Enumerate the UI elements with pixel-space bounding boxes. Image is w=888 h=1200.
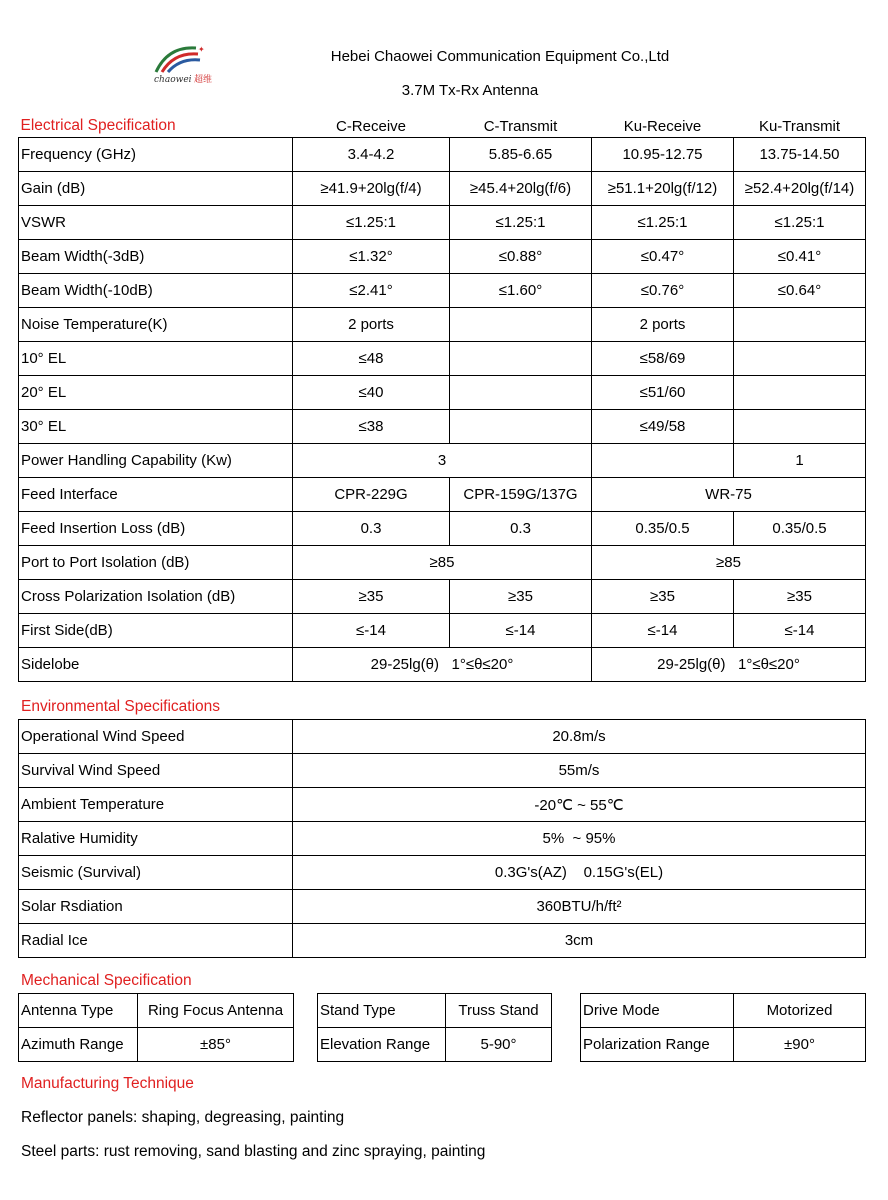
- row-label: Solar Rsdiation: [19, 890, 293, 924]
- cell: ≥41.9+20lg(f/4): [293, 172, 450, 206]
- col-ku-transmit: Ku-Transmit: [734, 115, 866, 138]
- row-label: Power Handling Capability (Kw): [19, 444, 293, 478]
- electrical-header-row: [19, 115, 866, 138]
- cell: CPR-229G: [293, 478, 450, 512]
- row-30-el: [19, 410, 866, 444]
- cell: ≤0.64°: [734, 274, 866, 308]
- cell: [734, 342, 866, 376]
- env-row: [19, 720, 866, 754]
- row-noise-temperature: [19, 308, 866, 342]
- cell: ≥51.1+20lg(f/12): [592, 172, 734, 206]
- cell: 2 ports: [293, 308, 450, 342]
- cell: ≤1.32°: [293, 240, 450, 274]
- row-vswr: [19, 206, 866, 240]
- row-label: Cross Polarization Isolation (dB): [19, 580, 293, 614]
- row-label: Beam Width(-10dB): [19, 274, 293, 308]
- env-row: [19, 754, 866, 788]
- row-label: Gain (dB): [19, 172, 293, 206]
- row-label: Radial Ice: [19, 924, 293, 958]
- cell: [450, 376, 592, 410]
- cell: [734, 410, 866, 444]
- cell: 360BTU/h/ft²: [293, 890, 866, 924]
- row-label: Drive Mode: [581, 994, 734, 1028]
- svg-text:超维: 超维: [194, 75, 213, 84]
- cell: 5% ~ 95%: [293, 822, 866, 856]
- row-cross-polarization: [19, 580, 866, 614]
- mechanical-table-drive: [580, 993, 866, 1062]
- cell: 29-25lg(θ) 1°≤θ≤20°: [592, 648, 866, 682]
- cell: ≥85: [293, 546, 592, 580]
- row-label: Antenna Type: [19, 994, 138, 1028]
- row-label: Ambient Temperature: [19, 788, 293, 822]
- cell: ≥35: [293, 580, 450, 614]
- mech-row: [19, 1028, 294, 1062]
- cell: [592, 444, 734, 478]
- cell: ≤2.41°: [293, 274, 450, 308]
- cell: 29-25lg(θ) 1°≤θ≤20°: [293, 648, 592, 682]
- row-gain: [19, 172, 866, 206]
- cell: 3.4-4.2: [293, 138, 450, 172]
- row-first-side: [19, 614, 866, 648]
- cell: ≤38: [293, 410, 450, 444]
- mechanical-table-antenna: [18, 993, 294, 1062]
- row-label: Port to Port Isolation (dB): [19, 546, 293, 580]
- col-ku-receive: Ku-Receive: [592, 115, 734, 138]
- cell: ±90°: [734, 1028, 866, 1062]
- cell: ≤0.41°: [734, 240, 866, 274]
- cell: CPR-159G/137G: [450, 478, 592, 512]
- row-label: Feed Insertion Loss (dB): [19, 512, 293, 546]
- cell: 10.95-12.75: [592, 138, 734, 172]
- environmental-table: [18, 719, 866, 958]
- row-beamwidth-10db: [19, 274, 866, 308]
- row-feed-interface: [19, 478, 866, 512]
- row-20-el: [19, 376, 866, 410]
- row-label: 30° EL: [19, 410, 293, 444]
- env-row: [19, 822, 866, 856]
- cell: ≤0.76°: [592, 274, 734, 308]
- mech-row: [19, 994, 294, 1028]
- row-label: Feed Interface: [19, 478, 293, 512]
- cell: 55m/s: [293, 754, 866, 788]
- cell: 0.3: [450, 512, 592, 546]
- row-label: Noise Temperature(K): [19, 308, 293, 342]
- row-label: Azimuth Range: [19, 1028, 138, 1062]
- row-label: Stand Type: [318, 994, 446, 1028]
- mech-row: [581, 994, 866, 1028]
- row-label: Sidelobe: [19, 648, 293, 682]
- cell: ≤1.25:1: [734, 206, 866, 240]
- cell: 2 ports: [592, 308, 734, 342]
- cell: 1: [734, 444, 866, 478]
- cell: ≥35: [592, 580, 734, 614]
- manufacturing-line-steel: Steel parts: rust removing, sand blasting and zinc spraying, painting: [21, 1143, 486, 1160]
- company-name: Hebei Chaowei Communication Equipment Co.,Ltd: [330, 48, 670, 65]
- cell: 0.3G's(AZ) 0.15G's(EL): [293, 856, 866, 890]
- cell: 5-90°: [446, 1028, 552, 1062]
- cell: ±85°: [138, 1028, 294, 1062]
- cell: Truss Stand: [446, 994, 552, 1028]
- col-c-receive: C-Receive: [293, 115, 450, 138]
- cell: [450, 308, 592, 342]
- cell: ≤-14: [592, 614, 734, 648]
- row-label: First Side(dB): [19, 614, 293, 648]
- product-title: 3.7M Tx-Rx Antenna: [401, 82, 539, 99]
- cell: ≤48: [293, 342, 450, 376]
- cell: ≤1.25:1: [450, 206, 592, 240]
- row-feed-insertion-loss: [19, 512, 866, 546]
- svg-text:chaowei: chaowei: [154, 75, 192, 84]
- cell: 0.35/0.5: [734, 512, 866, 546]
- row-label: 10° EL: [19, 342, 293, 376]
- company-logo: [152, 38, 224, 84]
- row-label: Operational Wind Speed: [19, 720, 293, 754]
- env-row: [19, 788, 866, 822]
- row-label: Seismic (Survival): [19, 856, 293, 890]
- mechanical-table-stand: [317, 993, 552, 1062]
- row-label: Ralative Humidity: [19, 822, 293, 856]
- cell: [734, 308, 866, 342]
- row-label: 20° EL: [19, 376, 293, 410]
- cell: ≤1.60°: [450, 274, 592, 308]
- electrical-table: [18, 115, 866, 682]
- cell: ≤-14: [734, 614, 866, 648]
- row-label: Polarization Range: [581, 1028, 734, 1062]
- mech-row: [318, 1028, 552, 1062]
- cell: -20℃ ~ 55℃: [293, 788, 866, 822]
- cell: ≤1.25:1: [592, 206, 734, 240]
- manufacturing-line-reflector: Reflector panels: shaping, degreasing, painting: [21, 1109, 345, 1126]
- cell: ≤-14: [450, 614, 592, 648]
- cell: ≥35: [734, 580, 866, 614]
- row-label: Beam Width(-3dB): [19, 240, 293, 274]
- cell: 5.85-6.65: [450, 138, 592, 172]
- cell: [734, 376, 866, 410]
- cell: 20.8m/s: [293, 720, 866, 754]
- row-label: Elevation Range: [318, 1028, 446, 1062]
- row-label: VSWR: [19, 206, 293, 240]
- cell: [450, 410, 592, 444]
- cell: 13.75-14.50: [734, 138, 866, 172]
- cell: ≤51/60: [592, 376, 734, 410]
- row-beamwidth-3db: [19, 240, 866, 274]
- mech-row: [581, 1028, 866, 1062]
- cell: WR-75: [592, 478, 866, 512]
- cell: ≤49/58: [592, 410, 734, 444]
- cell: ≤-14: [293, 614, 450, 648]
- cell: ≥45.4+20lg(f/6): [450, 172, 592, 206]
- env-row: [19, 890, 866, 924]
- cell: Motorized: [734, 994, 866, 1028]
- env-row: [19, 856, 866, 890]
- env-row: [19, 924, 866, 958]
- row-label: Survival Wind Speed: [19, 754, 293, 788]
- cell: ≤40: [293, 376, 450, 410]
- cell: Ring Focus Antenna: [138, 994, 294, 1028]
- cell: ≤58/69: [592, 342, 734, 376]
- cell: ≥85: [592, 546, 866, 580]
- row-sidelobe: [19, 648, 866, 682]
- cell: ≥52.4+20lg(f/14): [734, 172, 866, 206]
- cell: ≤0.88°: [450, 240, 592, 274]
- row-power-handling: [19, 444, 866, 478]
- manufacturing-section-title: Manufacturing Technique: [21, 1075, 194, 1092]
- cell: 0.35/0.5: [592, 512, 734, 546]
- cell: ≥35: [450, 580, 592, 614]
- row-port-isolation: [19, 546, 866, 580]
- mechanical-section-title: Mechanical Specification: [21, 972, 192, 989]
- cell: ≤0.47°: [592, 240, 734, 274]
- row-frequency: [19, 138, 866, 172]
- col-c-transmit: C-Transmit: [450, 115, 592, 138]
- cell: [450, 342, 592, 376]
- cell: 0.3: [293, 512, 450, 546]
- cell: 3: [293, 444, 592, 478]
- row-10-el: [19, 342, 866, 376]
- svg-text:✦: ✦: [198, 45, 205, 54]
- mech-row: [318, 994, 552, 1028]
- row-label: Frequency (GHz): [19, 138, 293, 172]
- environmental-section-title: Environmental Specifications: [21, 698, 221, 715]
- cell: 3cm: [293, 924, 866, 958]
- cell: ≤1.25:1: [293, 206, 450, 240]
- electrical-section-title: Electrical Specification: [19, 115, 293, 138]
